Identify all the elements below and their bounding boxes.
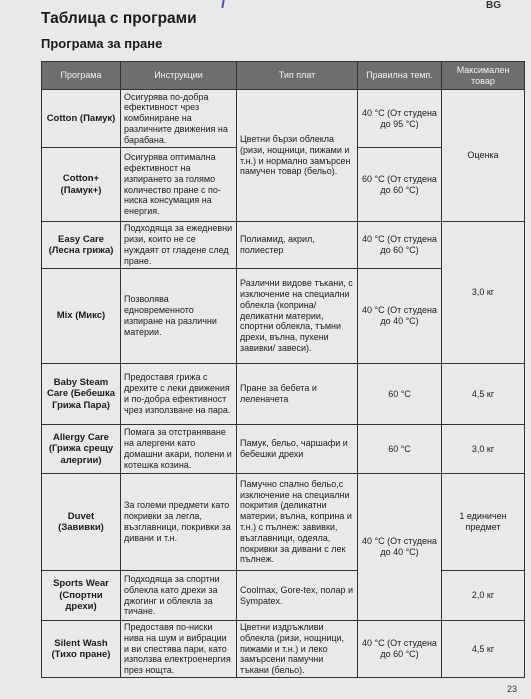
program-cell: Cotton+ (Памук+) [42, 148, 121, 222]
column-header-instructions: Инструкции [121, 62, 237, 90]
instructions-cell: Подходяща за ежедневни ризи, които не се нуждаят от гладене след пране. [121, 222, 237, 269]
fabric-cell: Пране за бебета и леленачета [237, 364, 358, 425]
fabric-cell: Памучно спално бельо,с изключение на специални покрития (деликатни материи, вълна, коприна и т.н.) с пълнеж: завивки, възглавници, одеяла, покривки за дивани с лек пълнеж. [237, 474, 358, 571]
program-cell: Easy Care (Лесна грижа) [42, 222, 121, 269]
language-code: BG [486, 0, 501, 11]
program-cell: Silent Wash (Тихо пране) [42, 621, 121, 678]
max-load-cell: Оценка [442, 90, 525, 222]
program-cell: Sports Wear (Спортни дрехи) [42, 571, 121, 621]
instructions-cell: Предоставя по-ниски нива на шум и вибрации и ви спестява пари, като използва електроенергия през нощта. [121, 621, 237, 678]
temperature-cell: 40 °C (От студена до 40 °C) [358, 474, 442, 621]
max-load-cell: 1 единичен предмет [442, 474, 525, 571]
fabric-cell: Цветни издръжливи облекла (ризи, нощници, пижами и т.н.) и леко замърсени памучни тъкани (бельо). [237, 621, 358, 678]
fabric-cell: Полиамид, акрил, полиестер [237, 222, 358, 269]
column-header-max-load: Максимален товар [442, 62, 525, 90]
temperature-cell: 40 °C (От студена до 60 °C) [358, 621, 442, 678]
temperature-cell: 40 °C (От студена до 60 °C) [358, 222, 442, 269]
instructions-cell: Осигурява оптимална ефективност на изпирането за голямо количество пране с по-ниска консумация на енергия. [121, 148, 237, 222]
instructions-cell: За големи предмети като покривки за легла, възглавници, покривки за дивани и т.н. [121, 474, 237, 571]
fabric-cell: Различни видове тъкани, с изключение на специални облекла (коприна/деликатни материи, спортни облекла, тъмни дрехи, вълна, пухени завивки/ завеси). [237, 269, 358, 364]
column-header-temperature: Правилна темп. [358, 62, 442, 90]
max-load-cell: 4,5 кг [442, 621, 525, 678]
program-table [41, 61, 525, 678]
instructions-cell: Осигурява по-добра ефективност чрез комбиниране на различните движения на барабана. [121, 90, 237, 148]
table-row [42, 222, 525, 269]
instructions-cell: Помага за отстраняване на алергени като домашни акари, полени и котешка козина. [121, 425, 237, 474]
table-row [42, 90, 525, 148]
program-cell: Duvet (Завивки) [42, 474, 121, 571]
max-load-cell: 4,5 кг [442, 364, 525, 425]
table-header-row [42, 62, 525, 90]
instructions-cell: Предоставя грижа с дрехите с леки движения и по-добра ефективност чрез използване на пара. [121, 364, 237, 425]
table-row [42, 621, 525, 678]
table-row [42, 364, 525, 425]
column-header-fabric: Тип плат [237, 62, 358, 90]
column-header-program: Програма [42, 62, 121, 90]
fabric-cell: Coolmax, Gore-tex, полар и Sympatex. [237, 571, 358, 621]
temperature-cell: 40 °C (От студена до 95 °C) [358, 90, 442, 148]
table-row [42, 571, 525, 621]
table-row [42, 425, 525, 474]
max-load-cell: 3,0 кг [442, 222, 525, 364]
section-title: Програма за пране [41, 36, 163, 51]
page-number: 23 [507, 684, 518, 694]
temperature-cell: 60 °C [358, 425, 442, 474]
table-row [42, 474, 525, 571]
program-cell: Allergy Care (Грижа срещу алергии) [42, 425, 121, 474]
page-title: Таблица с програми [41, 10, 197, 27]
program-cell: Cotton (Памук) [42, 90, 121, 148]
max-load-cell: 3,0 кг [442, 425, 525, 474]
fabric-cell: Цветни бързи облекла (ризи, нощници, пижами и т.н.) и нормално замърсен памучен товар (бельо). [237, 90, 358, 222]
instructions-cell: Позволява едновременното изпиране на различни материи. [121, 269, 237, 364]
temperature-cell: 60 °C (От студена до 60 °C) [358, 148, 442, 222]
pen-mark [221, 0, 224, 8]
temperature-cell: 60 °C [358, 364, 442, 425]
temperature-cell: 40 °C (От студена до 40 °C) [358, 269, 442, 364]
program-cell: Mix (Микс) [42, 269, 121, 364]
program-cell: Baby Steam Care (Бебешка Грижа Пара) [42, 364, 121, 425]
max-load-cell: 2,0 кг [442, 571, 525, 621]
instructions-cell: Подходяща за спортни облекла като дрехи за джогинг и облекла за тичане. [121, 571, 237, 621]
fabric-cell: Памук, бельо, чаршафи и бебешки дрехи [237, 425, 358, 474]
